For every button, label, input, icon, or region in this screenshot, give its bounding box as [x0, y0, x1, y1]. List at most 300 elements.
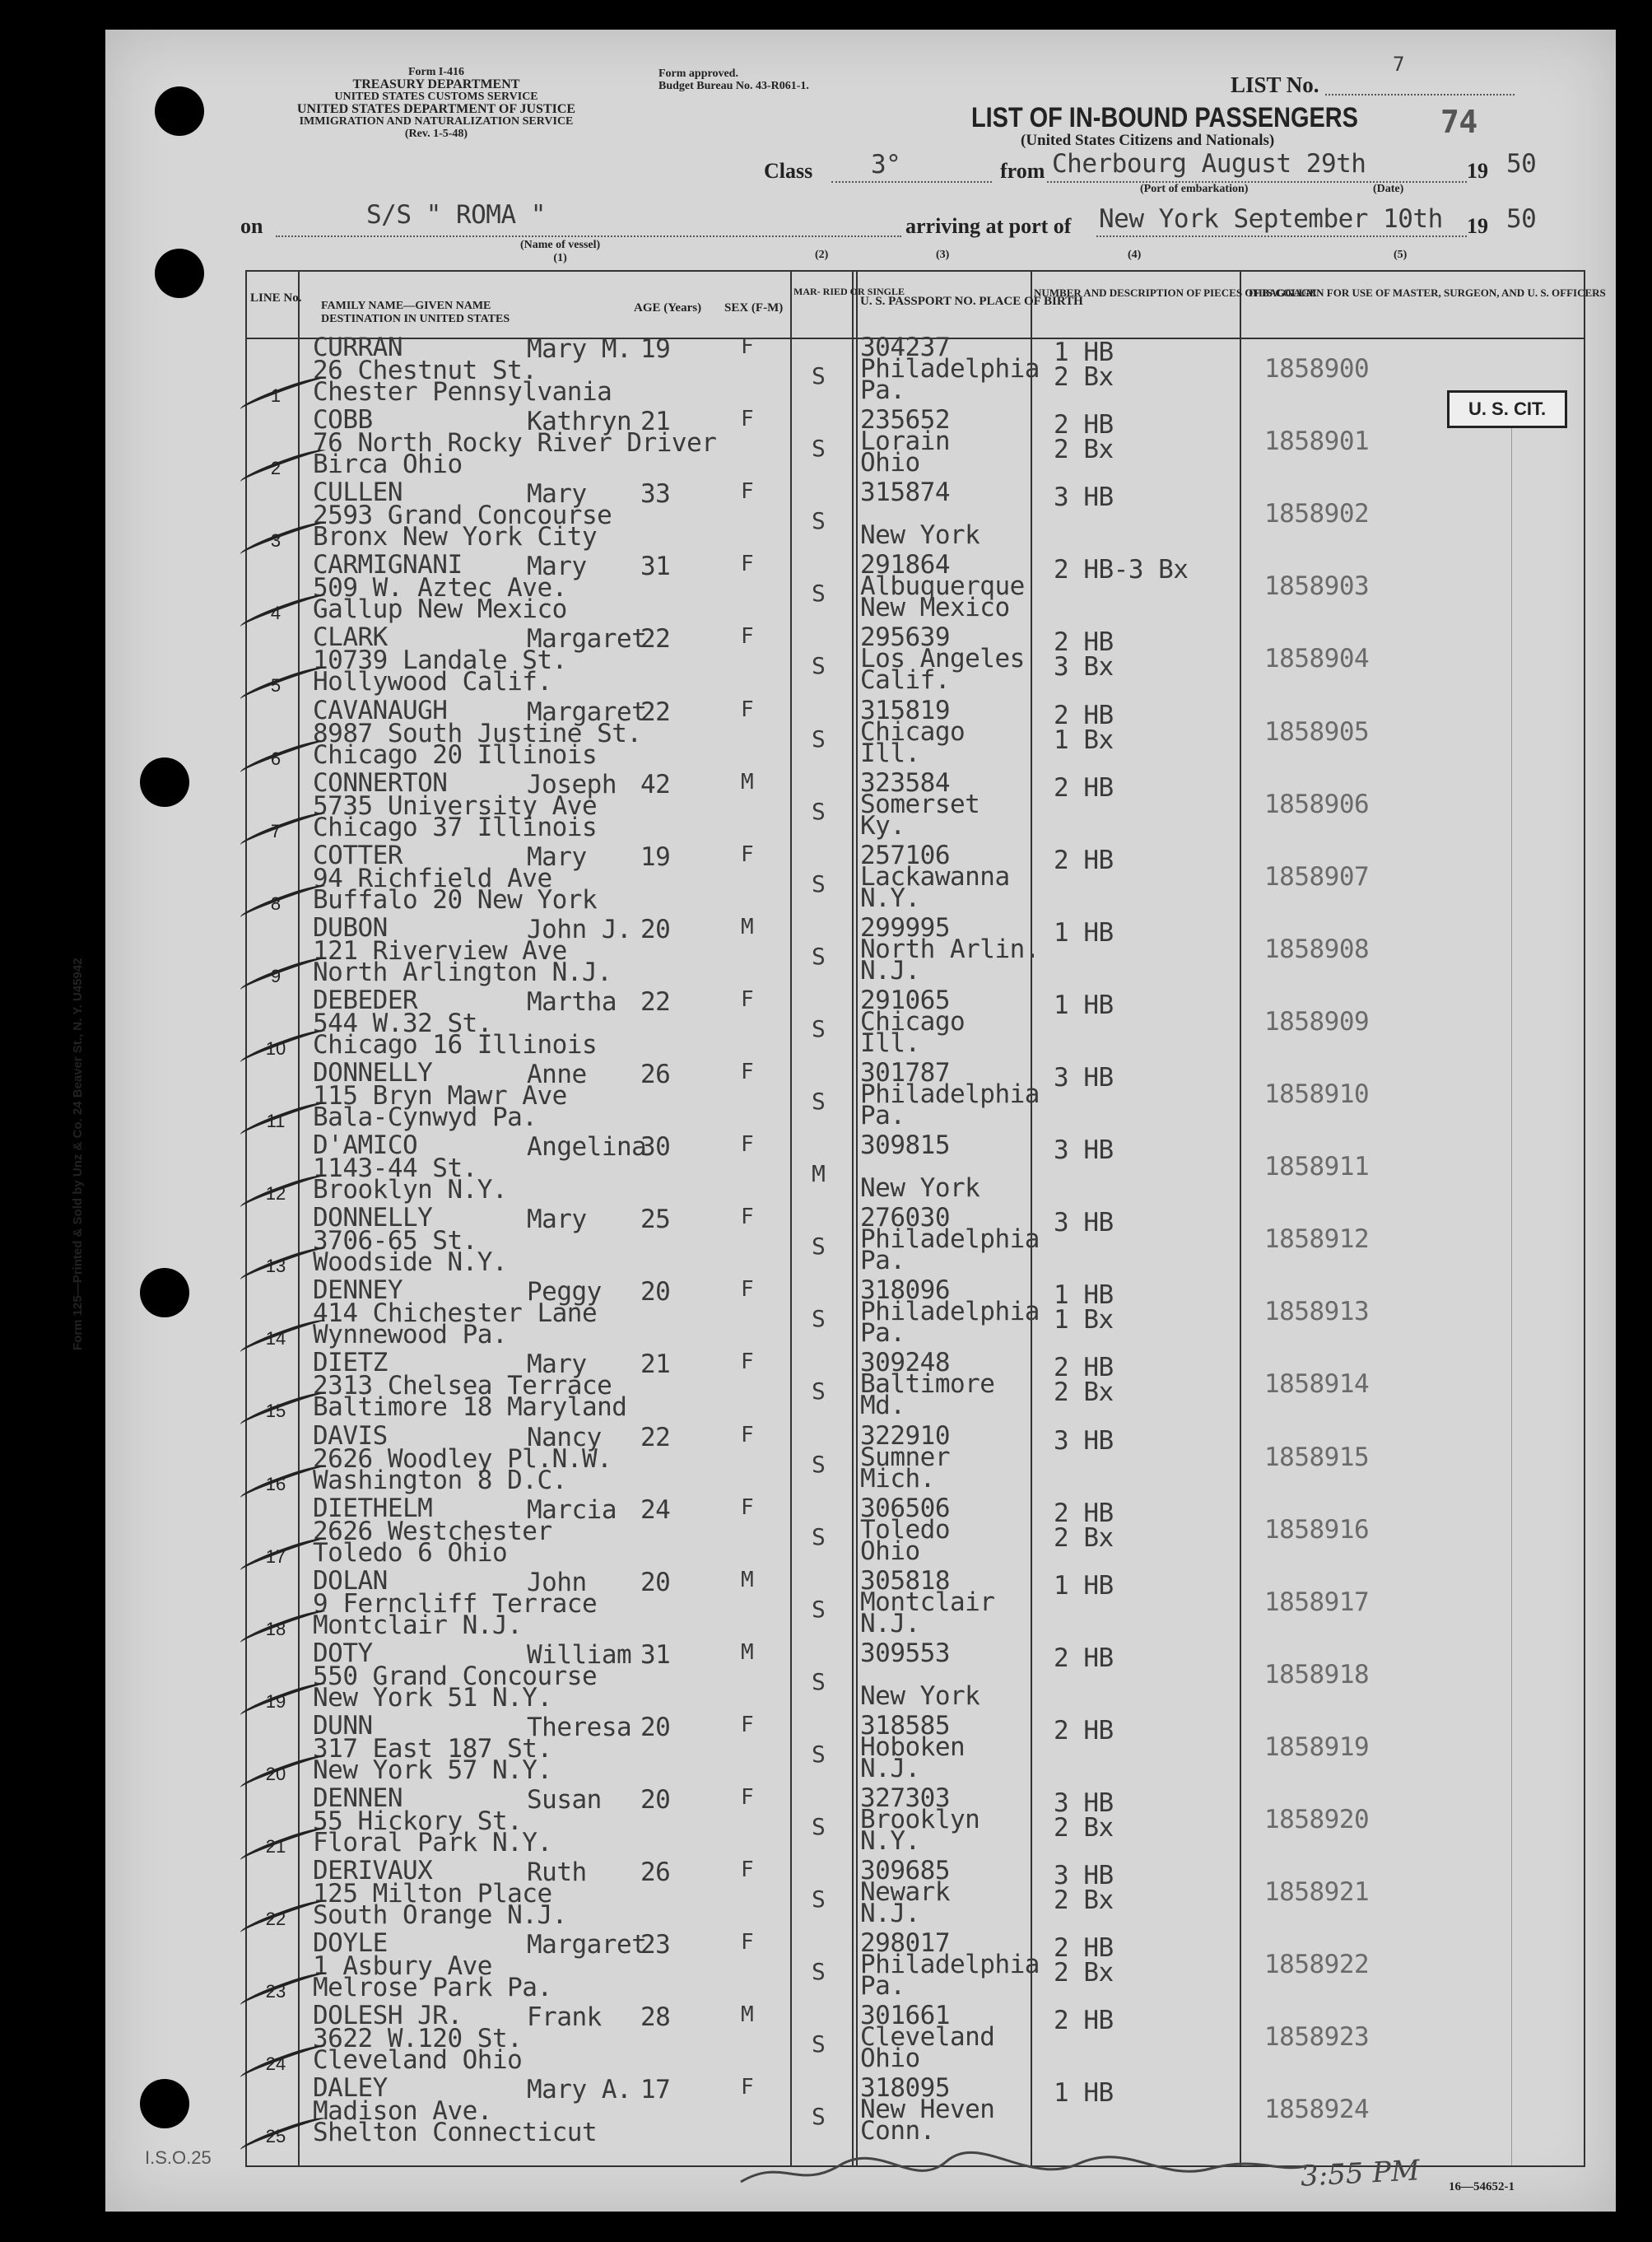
page-number: 74 — [1440, 104, 1477, 140]
line-number: 5 — [270, 675, 282, 697]
baggage-line1: 2 HB — [1054, 627, 1114, 658]
baggage-line2: 2 Bx — [1054, 1885, 1114, 1916]
passport-number: 309248 — [860, 1348, 950, 1378]
date-caption: (Date) — [1373, 183, 1404, 195]
marital-status: S — [812, 1450, 826, 1478]
officer-number: 1858919 — [1264, 1732, 1370, 1762]
age-value: 26 — [640, 1060, 671, 1089]
given-name: Marcia — [527, 1494, 617, 1525]
officer-number: 1858917 — [1264, 1587, 1370, 1617]
line-number: 15 — [265, 1401, 286, 1422]
marital-status: S — [812, 1088, 826, 1115]
col-header-name-text: FAMILY NAME—GIVEN NAME — [321, 300, 491, 312]
age-value: 31 — [640, 1639, 671, 1670]
marital-status: S — [812, 652, 826, 680]
officer-number: 1858923 — [1264, 2022, 1370, 2053]
birthplace-line2: New York — [860, 520, 980, 551]
marital-status: S — [812, 869, 826, 897]
table-row — [247, 333, 1584, 410]
age-value: 20 — [640, 1277, 671, 1307]
baggage-line1: 2 HB — [1054, 1643, 1114, 1673]
given-name: Mary — [527, 841, 587, 872]
arriving-year-prefix: 19 — [1467, 214, 1488, 238]
line-number: 6 — [270, 748, 282, 769]
vessel-caption — [520, 239, 600, 265]
destination-city: Brooklyn N.Y. — [313, 1175, 508, 1205]
family-name: DOLAN — [313, 1565, 388, 1596]
marital-status: S — [812, 725, 826, 753]
signature-time: 3:55 PM — [1300, 2154, 1421, 2193]
given-name: Mary — [527, 552, 587, 582]
passport-number: 318096 — [860, 1275, 950, 1306]
approved-text: Form approved. — [658, 68, 738, 80]
age-value: 42 — [640, 769, 671, 799]
destination-city: North Arlington N.J. — [313, 957, 612, 987]
officer-number: 1858916 — [1264, 1514, 1370, 1545]
table-row — [247, 912, 1584, 990]
marital-status: S — [812, 1667, 826, 1695]
birthplace-line2: Ill. — [860, 738, 920, 768]
family-name: DONNELLY — [313, 1203, 433, 1233]
table-row — [247, 1203, 1584, 1280]
line-number: 19 — [265, 1690, 286, 1712]
destination-city: Gallup New Mexico — [313, 594, 567, 625]
sex-value: M — [741, 1639, 754, 1665]
col-num-passport: (3) — [936, 249, 950, 261]
line-number: 16 — [265, 1473, 286, 1494]
given-name: Anne — [527, 1060, 587, 1089]
given-name: William — [527, 1639, 632, 1670]
passport-number: 315874 — [860, 478, 950, 508]
baggage-line1: 3 HB — [1054, 1425, 1114, 1456]
birthplace-line2: N.Y. — [860, 1826, 920, 1856]
sex-value: F — [741, 479, 754, 505]
from-year-prefix: 19 — [1467, 159, 1488, 183]
marital-status: S — [812, 2103, 826, 2131]
officer-number: 1858924 — [1264, 2095, 1370, 2125]
birthplace-line1: Chicago — [860, 716, 966, 747]
table-row — [247, 478, 1584, 555]
sex-value: F — [741, 1930, 754, 1955]
birthplace-line1: Lorain — [860, 426, 950, 457]
sex-value: M — [741, 2002, 754, 2028]
baggage-line2: 2 Bx — [1054, 1813, 1114, 1843]
officer-number: 1858913 — [1264, 1297, 1370, 1327]
vessel-line — [276, 235, 901, 237]
side-printer-note: Form 125—Printed & Sold by Unz & Co. 24 Beaver St., N. Y. U45942 — [71, 958, 85, 1350]
table-row — [247, 767, 1584, 846]
destination-city: Buffalo 20 New York — [313, 884, 598, 915]
table-row — [247, 1928, 1584, 2006]
family-name: CURRAN — [313, 333, 403, 362]
destination-city: Cleveland Ohio — [313, 2045, 523, 2076]
marital-status: S — [812, 1233, 826, 1261]
birthplace-line1: Philadelphia — [860, 1079, 1040, 1109]
baggage-line2: 2 Bx — [1054, 1522, 1114, 1553]
baggage-line2: 2 Bx — [1054, 1958, 1114, 1988]
line-number: 8 — [270, 893, 282, 914]
birthplace-line1: Cleveland — [860, 2022, 995, 2053]
margin-note: I.S.O.25 — [145, 2147, 212, 2168]
destination-city: Toledo 6 Ohio — [313, 1537, 508, 1568]
birthplace-line2: New York — [860, 1680, 980, 1711]
baggage-line1: 3 HB — [1054, 1861, 1114, 1891]
sex-value: F — [741, 1785, 754, 1810]
line-number: 12 — [265, 1183, 286, 1205]
birthplace-line1: Montclair — [860, 1587, 995, 1617]
table-row — [247, 1565, 1584, 1643]
destination-city: Chicago 20 Illinois — [313, 739, 598, 770]
col-header-baggage: NUMBER AND DESCRIPTION OF PIECES OF BAGGAGE — [1034, 287, 1317, 299]
given-name: Theresa — [527, 1712, 632, 1742]
table-row — [247, 840, 1584, 918]
address-line: 3622 W.120 St. — [313, 2024, 523, 2054]
sex-value: F — [741, 1857, 754, 1883]
birthplace-line2: Md. — [860, 1391, 905, 1421]
destination-city: Baltimore 18 Maryland — [313, 1392, 627, 1423]
sex-value: F — [741, 1060, 754, 1084]
vessel-col-number: (1) — [553, 252, 567, 264]
birthplace-line2: Pa. — [860, 1246, 905, 1276]
given-name: Frank — [527, 2002, 602, 2033]
passport-number: 235652 — [860, 405, 950, 436]
age-value: 25 — [640, 1205, 671, 1235]
birthplace-line1: Chicago — [860, 1006, 966, 1037]
family-name: D'AMICO — [313, 1130, 418, 1161]
age-value: 20 — [640, 1712, 671, 1742]
sex-value: F — [741, 334, 754, 359]
table-row — [247, 1493, 1584, 1571]
passport-number: 305818 — [860, 1565, 950, 1596]
passport-number: 315819 — [860, 695, 950, 725]
birthplace-line2: Conn. — [860, 2116, 935, 2146]
marital-status: S — [812, 435, 826, 463]
passport-number: 301661 — [860, 2001, 950, 2031]
line-number: 11 — [266, 1111, 286, 1131]
birthplace-line2: Pa. — [860, 375, 905, 405]
officer-number: 1858922 — [1264, 1950, 1370, 1980]
col-header-name — [321, 300, 510, 326]
address-line: 317 East 187 St. — [313, 1733, 552, 1764]
col-header-officers: THIS COLUMN FOR USE OF MASTER, SURGEON, AND U. S. OFFICERS — [1247, 287, 1606, 299]
age-value: 24 — [640, 1494, 671, 1525]
baggage-line1: 2 HB — [1054, 1353, 1114, 1383]
from-line — [1047, 181, 1467, 183]
marital-status: S — [812, 1740, 826, 1768]
family-name: DALEY — [313, 2073, 388, 2104]
address-line: 10739 Landale St. — [313, 646, 567, 676]
form-number: Form I-416 — [407, 66, 465, 78]
from-label: from — [1000, 159, 1045, 183]
marital-status: S — [812, 580, 826, 608]
given-name: Mary M. — [527, 334, 632, 364]
officer-number: 1858902 — [1264, 499, 1370, 529]
line-number: 2 — [270, 458, 282, 479]
address-line: 5735 University Ave — [313, 790, 598, 821]
passport-number: 291065 — [860, 985, 950, 1015]
officer-number: 1858911 — [1264, 1152, 1370, 1182]
given-name: Mary — [527, 1205, 587, 1235]
destination-city: Chicago 37 Illinois — [313, 812, 598, 842]
birthplace-line2: New York — [860, 1173, 980, 1204]
birthplace-line2: Pa. — [860, 1101, 905, 1130]
officer-number: 1858912 — [1264, 1224, 1370, 1255]
sex-value: F — [741, 841, 754, 867]
destination-city: Woodside N.Y. — [313, 1247, 508, 1278]
officer-number: 1858907 — [1264, 861, 1370, 892]
birthplace-line2: Ill. — [860, 1028, 920, 1058]
list-no-line — [1325, 92, 1515, 96]
family-name: DENNEN — [313, 1783, 403, 1813]
officer-number: 1858918 — [1264, 1659, 1370, 1690]
bottom-form-code: 16—54652-1 — [1449, 2180, 1515, 2193]
address-line: 2313 Chelsea Terrace — [313, 1371, 612, 1401]
punch-hole — [155, 249, 204, 298]
age-value: 22 — [640, 986, 671, 1017]
birthplace-line2: New Mexico — [860, 593, 1010, 623]
col-header-married: MAR- RIED OR SINGLE — [793, 286, 905, 297]
passport-number: 318095 — [860, 2073, 950, 2104]
sex-value: F — [741, 552, 754, 577]
ins-service: IMMIGRATION AND NATURALIZATION SERVICE — [299, 115, 574, 128]
sex-value: F — [741, 407, 754, 432]
address-line: Madison Ave. — [313, 2096, 492, 2127]
port-embark-caption: (Port of embarkation) — [1140, 183, 1249, 195]
passport-number: 322910 — [860, 1420, 950, 1451]
justice-dept: UNITED STATES DEPARTMENT OF JUSTICE — [296, 102, 576, 116]
address-line: 1143-44 St. — [313, 1154, 477, 1184]
family-name: COTTER — [313, 840, 403, 870]
address-line: 414 Chichester Lane — [313, 1298, 598, 1329]
given-name: Joseph — [527, 769, 617, 799]
officer-number: 1858900 — [1264, 354, 1370, 384]
on-label: on — [240, 214, 263, 238]
destination-city: Hollywood Calif. — [313, 667, 552, 697]
col-num-baggage: (4) — [1128, 249, 1142, 261]
baggage-line2: 1 Bx — [1054, 725, 1114, 755]
passport-number: 318585 — [860, 1710, 950, 1741]
address-line: 509 W. Aztec Ave. — [313, 573, 567, 604]
passport-number: 299995 — [860, 912, 950, 943]
officer-number: 1858920 — [1264, 1805, 1370, 1834]
sex-value: F — [741, 624, 754, 650]
passport-number: 257106 — [860, 840, 950, 870]
punch-hole — [140, 757, 189, 807]
marital-status: S — [812, 1958, 826, 1986]
destination-city: Melrose Park Pa. — [313, 1973, 552, 2003]
address-line: 9 Ferncliff Terrace — [313, 1588, 598, 1619]
officer-number: 1858904 — [1264, 644, 1370, 674]
address-line: 550 Grand Concourse — [313, 1661, 598, 1691]
birthplace-line2: N.Y. — [860, 883, 920, 913]
sex-value: F — [741, 1349, 754, 1375]
line-number: 9 — [270, 965, 282, 986]
birthplace-line2: N.J. — [860, 1899, 920, 1929]
table-row — [247, 1348, 1584, 1425]
family-name: DONNELLY — [313, 1058, 433, 1088]
baggage-line1: 1 HB — [1054, 1570, 1114, 1601]
given-name: Margaret — [527, 697, 647, 727]
family-name: DIETHELM — [313, 1493, 433, 1523]
list-no-value: 7 — [1393, 53, 1404, 76]
passport-number: 276030 — [860, 1203, 950, 1233]
birthplace-line2: Ohio — [860, 1536, 920, 1566]
table-row — [247, 1420, 1584, 1499]
birthplace-line1: Baltimore — [860, 1369, 995, 1400]
given-name: Mary — [527, 479, 587, 510]
age-value: 21 — [640, 1349, 671, 1380]
line-number: 4 — [270, 603, 282, 624]
given-name: John — [527, 1567, 587, 1597]
birthplace-line2: Mich. — [860, 1463, 935, 1494]
marital-status: S — [812, 1522, 826, 1550]
age-value: 20 — [640, 914, 671, 944]
baggage-line1: 2 HB-3 Bx — [1054, 555, 1189, 585]
age-value: 19 — [640, 334, 671, 364]
col-num-officers: (5) — [1394, 249, 1408, 261]
birthplace-line2: Ky. — [860, 810, 905, 841]
given-name: Peggy — [527, 1277, 602, 1307]
age-value: 26 — [640, 1857, 671, 1888]
given-name: Mary A. — [527, 2075, 632, 2105]
form-approval — [658, 68, 809, 92]
col-header-destination-text: DESTINATION IN UNITED STATES — [321, 313, 510, 325]
treasury-dept: TREASURY DEPARTMENT — [352, 77, 520, 91]
address-line: 1 Asbury Ave — [313, 1951, 492, 1982]
table-row — [247, 1710, 1584, 1788]
family-name: DUBON — [313, 912, 388, 943]
given-name: John J. — [527, 914, 632, 944]
birthplace-line2: Pa. — [860, 1318, 905, 1349]
destination-city: Wynnewood Pa. — [313, 1320, 508, 1350]
passport-number: 309553 — [860, 1638, 950, 1668]
baggage-line1: 1 HB — [1054, 990, 1114, 1020]
table-row — [247, 2001, 1584, 2078]
baggage-line1: 1 HB — [1054, 1280, 1114, 1311]
class-line — [831, 181, 992, 183]
birthplace-line1: Philadelphia — [860, 1950, 1040, 1980]
budget-text: Budget Bureau No. 43-R061-1. — [658, 80, 809, 92]
birthplace-line2: Pa. — [860, 1971, 905, 2002]
line-number: 13 — [265, 1256, 286, 1277]
destination-city: South Orange N.J. — [313, 1900, 567, 1931]
vessel-value: S/S " ROMA " — [366, 200, 546, 230]
passport-number: 298017 — [860, 1928, 950, 1959]
family-name: DENNEY — [313, 1275, 403, 1306]
officer-number: 1858908 — [1264, 934, 1370, 964]
family-name: DERIVAUX — [313, 1856, 433, 1886]
line-number: 21 — [265, 1836, 286, 1857]
given-name: Martha — [527, 986, 617, 1017]
line-number: 10 — [265, 1037, 286, 1059]
passport-number: 323584 — [860, 767, 950, 798]
officer-number: 1858914 — [1264, 1369, 1370, 1400]
passport-number: 301787 — [860, 1058, 950, 1088]
from-year-value: 50 — [1506, 149, 1537, 179]
family-name: DAVIS — [313, 1420, 388, 1451]
family-name: COBB — [313, 405, 373, 436]
baggage-line1: 1 HB — [1054, 338, 1114, 367]
address-line: 76 North Rocky River Driver — [313, 428, 717, 459]
col-header-line-no: LINE No. — [250, 291, 302, 305]
address-line: 125 Milton Place — [313, 1879, 552, 1909]
address-line: 2593 Grand Concourse — [313, 501, 612, 531]
baggage-line2: 2 Bx — [1054, 1377, 1114, 1408]
officer-number: 1858915 — [1264, 1442, 1370, 1472]
table-row — [247, 1130, 1584, 1208]
destination-city: Washington 8 D.C. — [313, 1465, 567, 1495]
col-header-sex: SEX (F-M) — [724, 301, 784, 315]
sex-value: F — [741, 1422, 754, 1447]
us-citizen-stamp: U. S. CIT. — [1447, 390, 1567, 428]
passport-number: 309685 — [860, 1856, 950, 1886]
table-row — [247, 695, 1584, 773]
birthplace-line1: Lackawanna — [860, 861, 1010, 892]
birthplace-line1: Philadelphia — [860, 354, 1040, 384]
arriving-year-value: 50 — [1506, 204, 1537, 234]
baggage-line1: 3 HB — [1054, 1063, 1114, 1093]
marital-status: S — [812, 362, 826, 389]
line-number: 18 — [265, 1618, 286, 1639]
marital-status: S — [812, 1885, 826, 1913]
form-revision: (Rev. 1-5-48) — [404, 128, 468, 140]
destination-city: Montclair N.J. — [313, 1610, 523, 1640]
given-name: Ruth — [527, 1857, 587, 1888]
sex-value: F — [741, 1494, 754, 1520]
age-value: 22 — [640, 697, 671, 727]
sex-value: F — [741, 1712, 754, 1737]
from-value: Cherbourg August 29th — [1052, 149, 1366, 179]
sex-value: F — [741, 986, 754, 1012]
address-line: 2626 Westchester — [313, 1516, 552, 1546]
birthplace-line2: N.J. — [860, 955, 920, 986]
address-line: 2626 Woodley Pl.N.W. — [313, 1443, 612, 1474]
arriving-value: New York September 10th — [1099, 204, 1443, 234]
officer-number: 1858903 — [1264, 571, 1370, 602]
family-name: DOYLE — [313, 1928, 388, 1959]
col-header-age: AGE (Years) — [634, 301, 702, 315]
address-line: 115 Bryn Mawr Ave — [313, 1081, 567, 1111]
arriving-label: arriving at port of — [905, 214, 1072, 238]
birthplace-line1: Toledo — [860, 1514, 950, 1545]
baggage-line1: 2 HB — [1054, 700, 1114, 730]
baggage-line1: 2 HB — [1054, 772, 1114, 803]
age-value: 22 — [640, 1422, 671, 1452]
birthplace-line1: Brooklyn — [860, 1805, 980, 1834]
given-name: Kathryn — [527, 407, 632, 437]
form-header-left — [272, 66, 601, 140]
sex-value: F — [741, 1205, 754, 1230]
age-value: 20 — [640, 1567, 671, 1597]
age-value: 17 — [640, 2075, 671, 2105]
table-row — [247, 1275, 1584, 1353]
passport-number: 295639 — [860, 622, 950, 653]
birthplace-line1: Hoboken — [860, 1732, 966, 1762]
address-line: 3706-65 St. — [313, 1226, 477, 1256]
baggage-line1: 2 HB — [1054, 410, 1114, 440]
address-line: 94 Richfield Ave — [313, 863, 552, 893]
passport-number: 306506 — [860, 1493, 950, 1523]
table-row — [247, 1856, 1584, 1933]
baggage-line1: 1 HB — [1054, 917, 1114, 948]
sex-value: M — [741, 914, 754, 939]
baggage-line2: 2 Bx — [1054, 362, 1114, 392]
officer-number: 1858910 — [1264, 1079, 1370, 1109]
destination-city: New York 51 N.Y. — [313, 1682, 552, 1713]
marital-status: S — [812, 942, 826, 970]
line-number: 7 — [270, 820, 282, 841]
line-number: 25 — [265, 2126, 286, 2147]
